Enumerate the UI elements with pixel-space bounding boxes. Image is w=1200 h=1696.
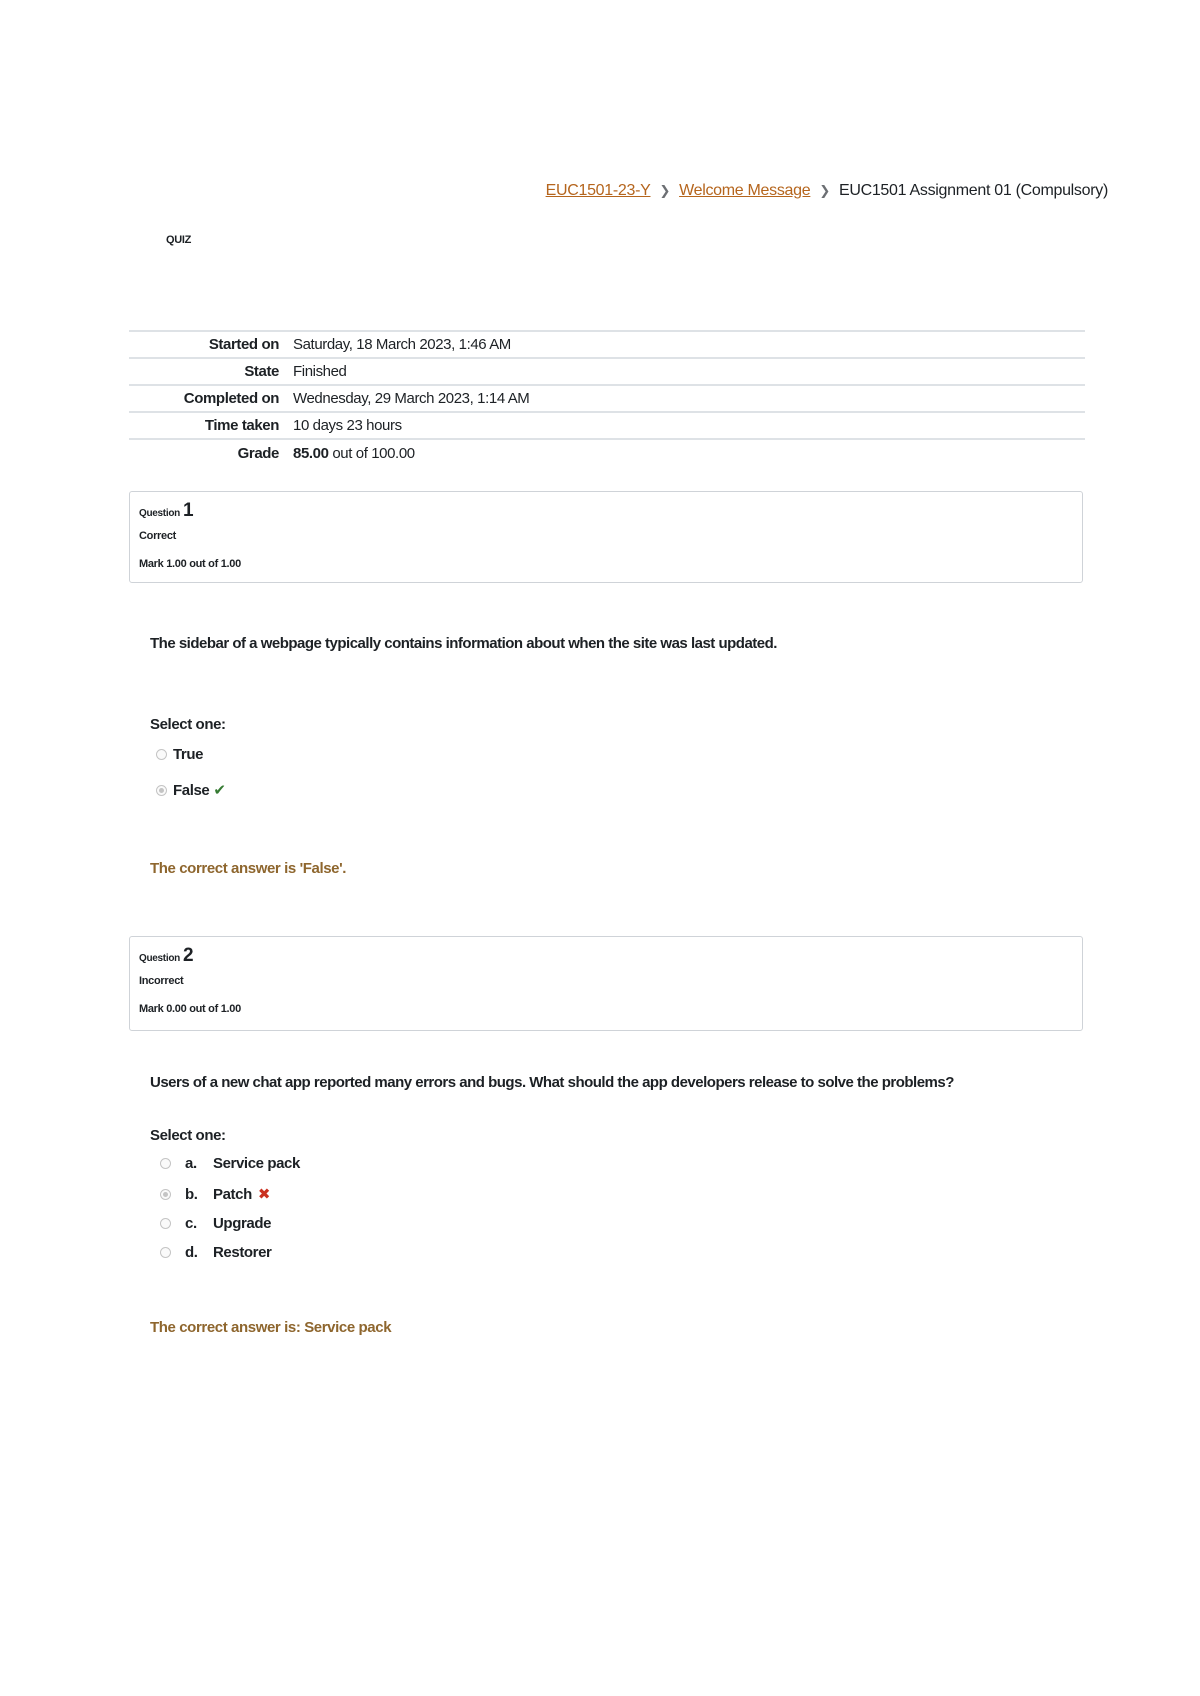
question-info-1 [129,491,1083,583]
question-number [139,500,193,522]
select-one-prompt: Select one: [150,1127,226,1144]
attempt-summary-table [129,330,1085,466]
cross-icon: ✖ [257,1186,271,1203]
summary-row-time [129,412,1085,439]
radio-button[interactable] [156,749,167,760]
summary-label: Started on [208,336,279,353]
summary-value: Saturday, 18 March 2023, 1:46 AM [293,336,511,353]
check-icon: ✔ [213,782,226,799]
answer-option-true[interactable] [156,746,203,763]
question-text-2: Users of a new chat app reported many errors and bugs. What should the app developers release to solve the problems? [150,1074,954,1091]
answer-option-false[interactable] [156,781,226,799]
page-label: QUIZ [166,234,192,246]
breadcrumb-current: EUC1501 Assignment 01 (Compulsory) [838,182,1108,199]
question-state: Correct [139,530,177,542]
question-mark: Mark 1.00 out of 1.00 [139,558,241,570]
summary-value: Wednesday, 29 March 2023, 1:14 AM [293,390,530,407]
radio-button[interactable] [160,1247,171,1258]
breadcrumb [546,182,1108,200]
radio-button[interactable] [160,1218,171,1229]
option-letter: d. [185,1244,198,1261]
question-mark: Mark 0.00 out of 1.00 [139,1003,241,1015]
option-letter: a. [185,1155,197,1172]
grade-score: 85.00 [293,444,329,462]
option-letter: c. [185,1215,197,1232]
select-one-prompt: Select one: [150,716,226,733]
radio-button-selected[interactable] [160,1189,171,1200]
option-text: Restorer [213,1244,272,1261]
option-text: Upgrade [213,1215,272,1232]
question-label: Question [139,508,180,519]
summary-label: Grade [237,444,279,462]
radio-button-selected[interactable] [156,785,167,796]
breadcrumb-link-section[interactable]: Welcome Message [679,182,811,199]
correct-answer-feedback: The correct answer is: Service pack [150,1319,392,1336]
question-text-1: The sidebar of a webpage typically contains information about when the site was last updated. [150,635,777,652]
answer-option-d[interactable] [160,1244,272,1261]
option-text: Service pack [213,1155,300,1172]
question-state: Incorrect [139,975,184,987]
summary-label: Completed on [183,390,279,407]
option-text: Patch [213,1185,252,1203]
answer-option-a[interactable] [160,1155,300,1172]
question-info-2 [129,936,1083,1031]
option-text: False [173,781,210,799]
question-label: Question [139,953,180,964]
summary-value: 10 days 23 hours [293,417,402,434]
summary-row-completed [129,385,1085,412]
summary-value [293,439,1085,466]
summary-row-state [129,358,1085,385]
question-number-value: 1 [182,500,194,521]
chevron-right-icon: ❯ [659,183,671,198]
answer-option-b[interactable] [160,1185,270,1203]
summary-label: Time taken [204,417,279,434]
summary-label: State [244,363,279,380]
question-number [139,945,193,967]
option-letter: b. [185,1185,198,1203]
question-number-value: 2 [182,945,194,966]
breadcrumb-link-course[interactable]: EUC1501-23-Y [545,182,651,199]
correct-answer-feedback: The correct answer is 'False'. [150,860,347,877]
radio-button[interactable] [160,1158,171,1169]
chevron-right-icon: ❯ [819,183,830,198]
summary-row-started [129,331,1085,358]
grade-out-of: out of 100.00 [332,444,415,462]
summary-value: Finished [293,363,347,380]
summary-row-grade [129,439,1085,466]
option-text: True [173,746,204,763]
answer-option-c[interactable] [160,1215,271,1232]
